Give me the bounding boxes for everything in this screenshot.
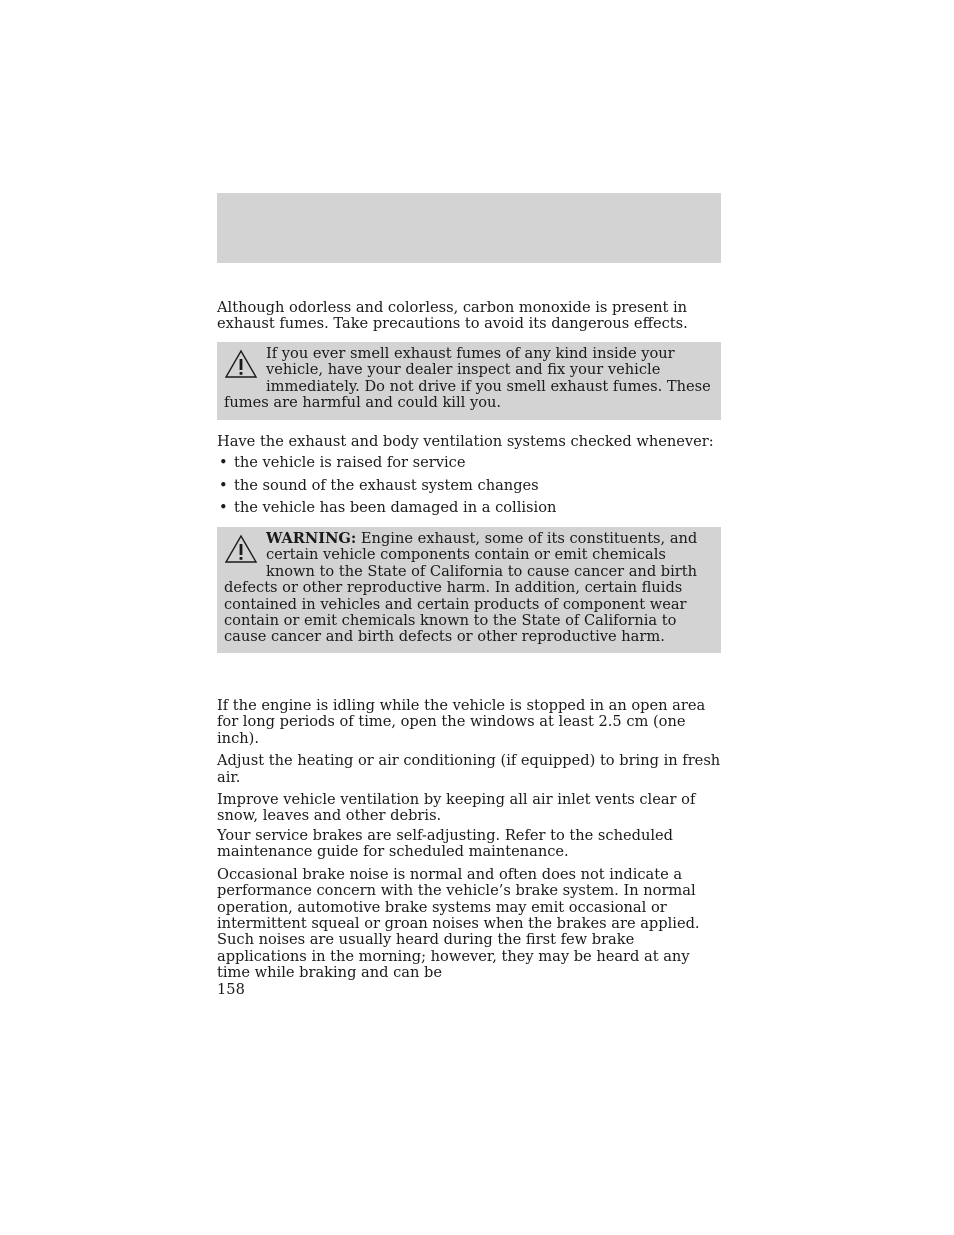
warning-text: If you ever smell exhaust fumes of any kind inside your vehicle, have your dealer inspect and fix your vehicle immediately. Do not drive if you smell exhaust fumes. These fumes are harmful and could kill you.	[224, 345, 711, 412]
idling-paragraph-3: Improve vehicle ventilation by keeping all air inlet vents clear of snow, leaves and other debris.	[217, 791, 696, 825]
check-list	[217, 455, 721, 523]
check-lead: Have the exhaust and body ventilation systems checked whenever:	[217, 433, 714, 450]
section-header-band	[217, 193, 721, 263]
intro-paragraph	[217, 300, 721, 333]
bullet-icon: •	[219, 499, 228, 517]
idling-paragraph-2: Adjust the heating or air conditioning (if equipped) to bring in fresh air.	[217, 752, 721, 786]
list-item: • the vehicle has been damaged in a collision	[219, 499, 557, 517]
warning-triangle-icon	[224, 349, 258, 379]
list-item: • the vehicle is raised for service	[219, 454, 466, 472]
bullet-icon: •	[219, 454, 228, 472]
warning-label: WARNING:	[266, 530, 357, 547]
page-number: 158	[217, 981, 245, 998]
brakes-section	[217, 828, 721, 982]
idling-paragraph-1: If the engine is idling while the vehicle is stopped in an open area for long periods of time, open the windows at least 2.5 cm (one inch).	[217, 697, 706, 747]
brakes-paragraph-1: Your service brakes are self-adjusting. Refer to the scheduled maintenance guide for scheduled maintenance.	[217, 827, 674, 861]
intro-text: Although odorless and colorless, carbon monoxide is present in exhaust fumes. Take precautions to avoid its dangerous effects.	[217, 299, 688, 333]
idling-section	[217, 698, 721, 825]
warning-triangle-icon	[224, 534, 258, 564]
bullet-icon: •	[219, 476, 228, 494]
brakes-paragraph-2: Occasional brake noise is normal and often does not indicate a performance concern with the vehicle’s brake system. In normal operation, automotive brake systems may emit occasional or intermittent squeal or groan noises when the brakes are applied. Such noises are usually heard during the first few brake applications in the morning; however, they may be heard at any time while braking and can be	[217, 865, 700, 982]
california-warning	[217, 527, 721, 653]
ventilation-check-section	[217, 434, 721, 523]
warning-text: Engine exhaust, some of its constituents, and certain vehicle components contain or emit chemicals known to the State of California to cause cancer and birth defects or other reproductive harm. In addition, certain fluids contained in vehicles and certain products of component wear contain or emit chemicals known to the State of California to cause cancer and birth defects or other reproductive harm.	[224, 530, 698, 646]
exhaust-fumes-warning	[217, 342, 721, 420]
list-item: • the sound of the exhaust system changes	[219, 476, 539, 494]
